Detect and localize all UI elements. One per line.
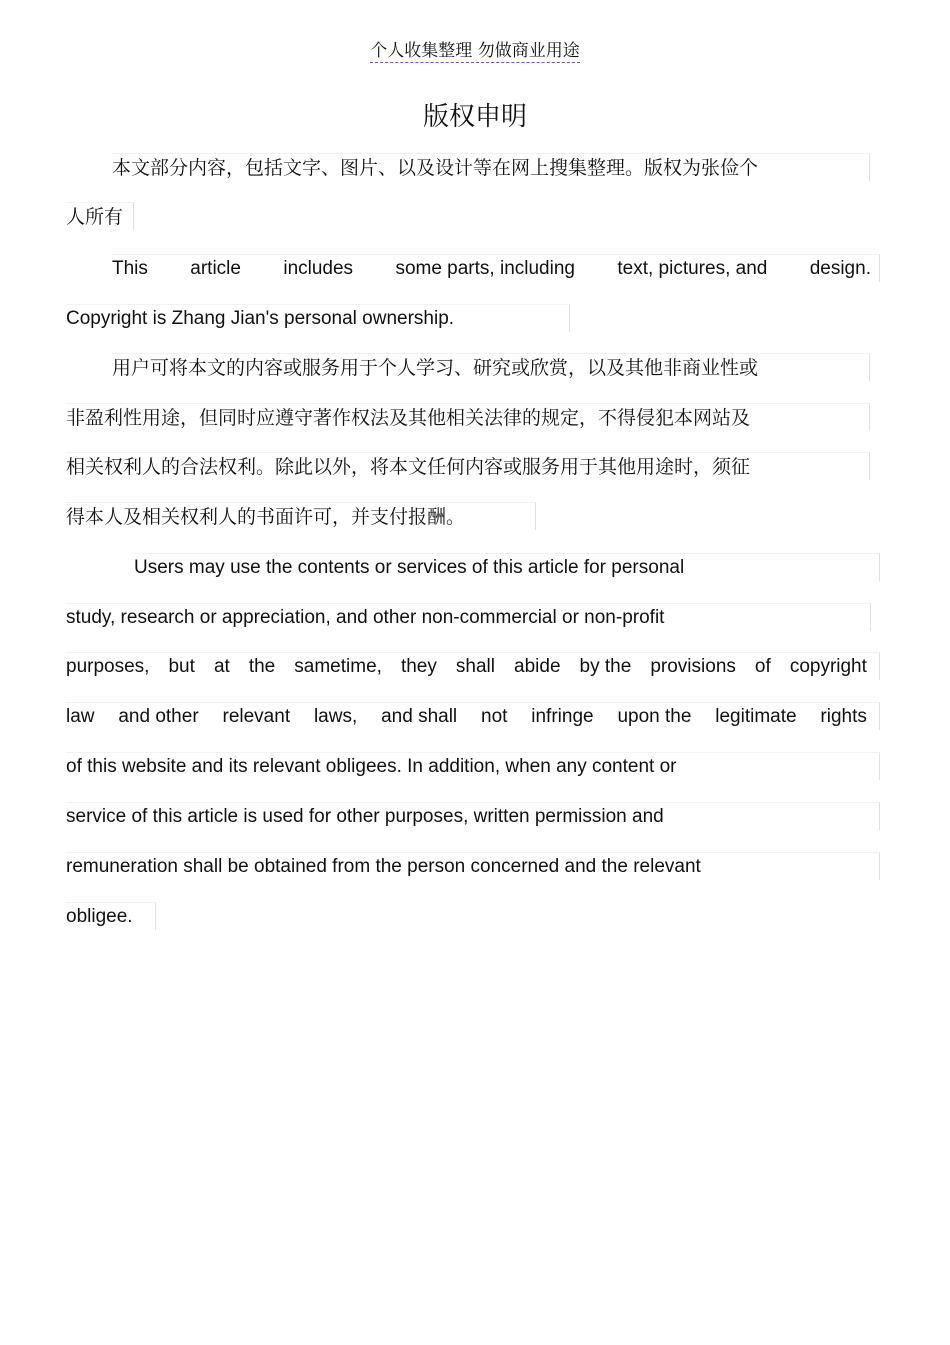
text-line: Copyright is Zhang Jian's personal ownership. (66, 304, 570, 332)
word: and other (118, 706, 199, 727)
text-line: of this website and its relevant obligees. In addition, when any content or (66, 752, 880, 780)
word: includes (283, 258, 354, 279)
word: rights (820, 706, 867, 727)
word: laws, (313, 706, 358, 727)
text-line: remuneration shall be obtained from the person concerned and the relevant (66, 852, 880, 880)
word: text, pictures, and (617, 258, 768, 279)
text-line: 得本人及相关权利人的书面许可，并支付报酬。 (66, 502, 536, 530)
text-line: 人所有 (66, 202, 134, 230)
word: shall (455, 656, 495, 677)
text-line-justified (66, 652, 880, 680)
text-line: 用户可将本文的内容或服务用于个人学习、研究或欣赏，以及其他非商业性或 (112, 353, 870, 381)
word: sametime, (294, 656, 382, 677)
word: purposes, (66, 656, 150, 677)
text-line: service of this article is used for other purposes, written permission and (66, 802, 880, 830)
word: upon the (617, 706, 692, 727)
word: law (66, 706, 95, 727)
word: legitimate (715, 706, 797, 727)
word: but (168, 656, 195, 677)
text-line: 本文部分内容，包括文字、图片、以及设计等在网上搜集整理。版权为张俭个 (112, 153, 870, 181)
word: not (481, 706, 508, 727)
word: provisions (650, 656, 736, 677)
text-line: 非盈利性用途，但同时应遵守著作权法及其他相关法律的规定，不得侵犯本网站及 (66, 403, 870, 431)
word: relevant (222, 706, 291, 727)
word: the (248, 656, 276, 677)
word: copyright (789, 656, 867, 677)
text-line: 相关权利人的合法权利。除此以外，将本文任何内容或服务用于其他用途时，须征 (66, 452, 870, 480)
text-line-justified (66, 702, 880, 730)
word: some parts, including (395, 258, 575, 279)
word: abide (514, 656, 561, 677)
text-line: obligee. (66, 902, 156, 930)
word: they (400, 656, 437, 677)
word: of (754, 656, 771, 677)
word: article (190, 258, 241, 279)
page-title: 版权申明 (422, 102, 527, 132)
word: This (112, 258, 148, 279)
page-header (0, 40, 950, 62)
word: at (213, 656, 230, 677)
text-line-justified (112, 254, 880, 282)
word: by the (579, 656, 632, 677)
word: and shall (381, 706, 458, 727)
word: design. (809, 258, 871, 279)
text-line: study, research or appreciation, and other non-commercial or non-profit (66, 603, 871, 631)
word: infringe (531, 706, 594, 727)
text-line: Users may use the contents or services of this article for personal (134, 553, 880, 581)
header-text: 个人收集整理 勿做商业用途 (370, 41, 580, 61)
